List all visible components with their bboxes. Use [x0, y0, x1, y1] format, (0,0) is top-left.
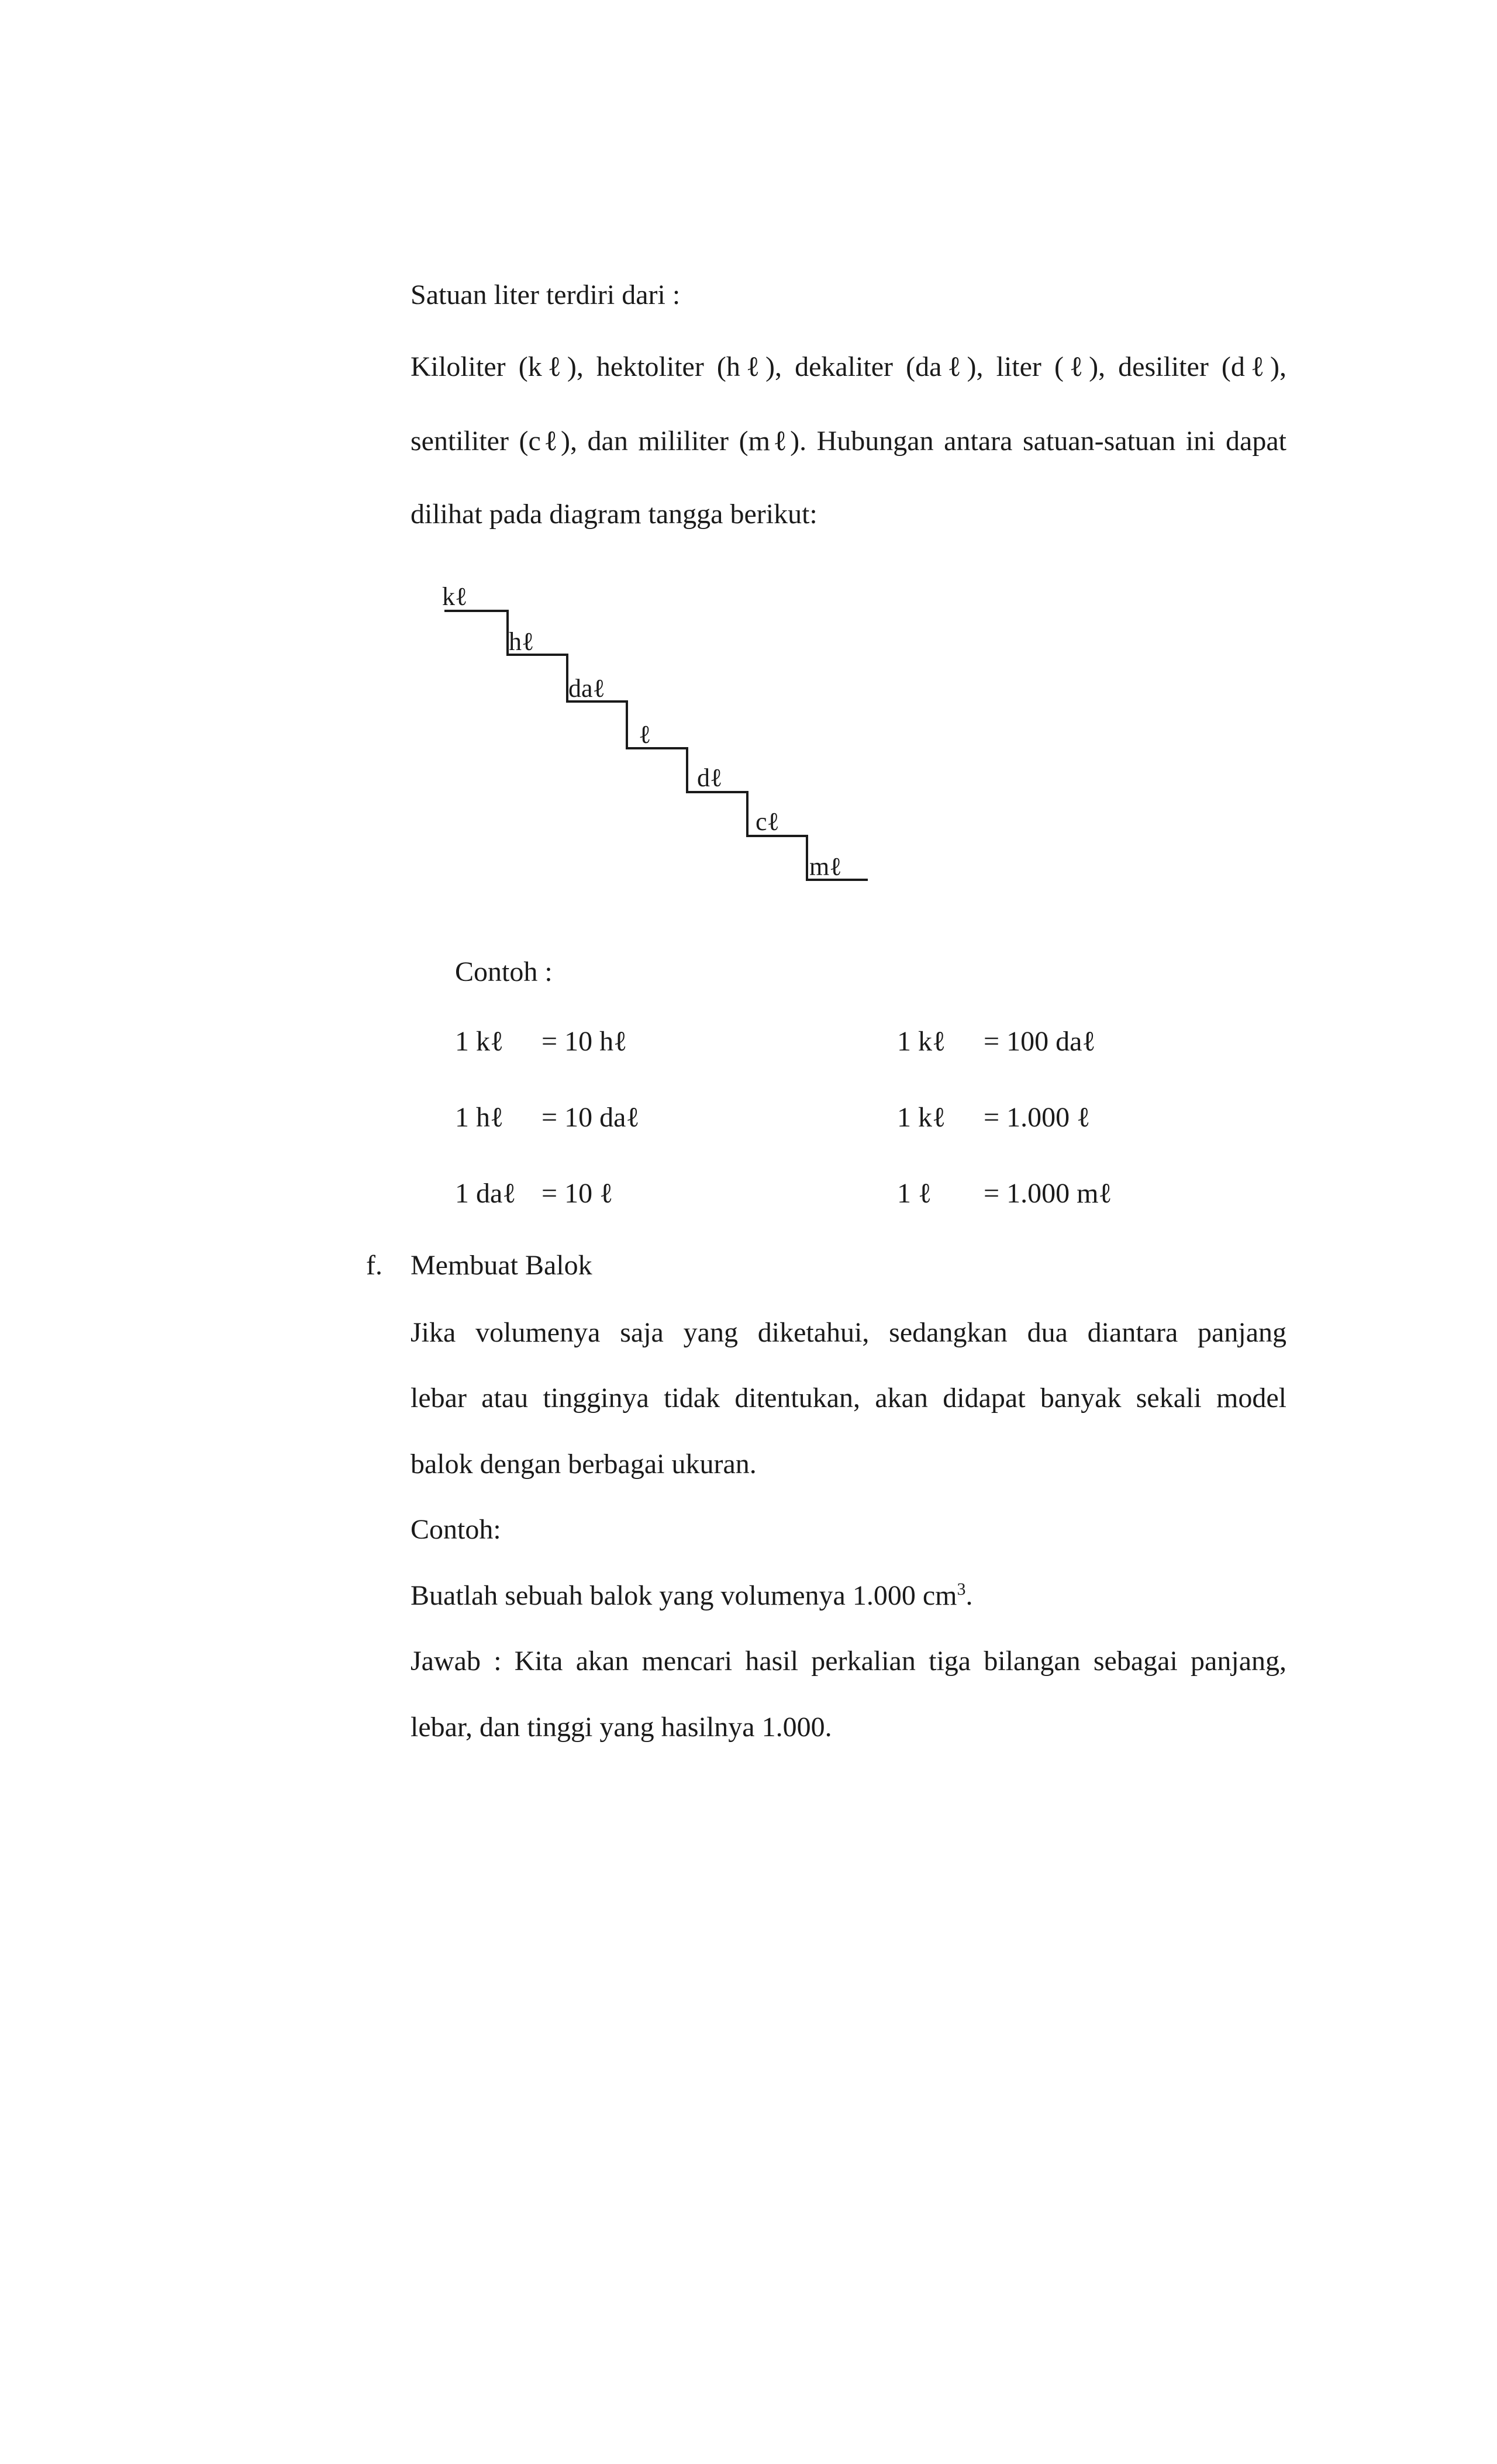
example-right-3-rhs: = 1.000 mℓ	[984, 1178, 1112, 1209]
example-right-1-rhs: = 100 daℓ	[984, 1026, 1096, 1057]
section-f-contoh: Contoh:	[411, 1514, 501, 1545]
step-label-kl: kℓ	[442, 582, 468, 611]
step-label-dl: dℓ	[697, 763, 723, 792]
intro-line-3: dilihat pada diagram tangga berikut:	[411, 499, 818, 530]
example-right-3-lhs: 1 ℓ	[897, 1178, 932, 1209]
example-right-2-rhs: = 1.000 ℓ	[984, 1102, 1091, 1133]
intro-line-1: Kiloliter (kℓ), hektoliter (hℓ), dekaliter (daℓ), liter (ℓ), desiliter (dℓ),	[411, 351, 1286, 382]
example-right-2-lhs: 1 kℓ	[897, 1102, 946, 1133]
example-left-2-lhs: 1 hℓ	[455, 1102, 503, 1133]
section-f-para-line-2: lebar atau tingginya tidak ditentukan, akan didapat banyak sekali model	[411, 1383, 1286, 1414]
section-f-para-line-3: balok dengan berbagai ukuran.	[411, 1449, 757, 1480]
examples-heading: Contoh :	[455, 956, 553, 987]
section-f-answer-line-2: lebar, dan tinggi yang hasilnya 1.000.	[411, 1712, 832, 1743]
section-f-title: Membuat Balok	[411, 1250, 592, 1281]
step-label-dal: daℓ	[568, 674, 605, 703]
section-f-answer-line-1: Jawab : Kita akan mencari hasil perkalian tiga bilangan sebagai panjang,	[411, 1646, 1286, 1677]
intro-heading: Satuan liter terdiri dari :	[411, 279, 681, 310]
example-left-3-rhs: = 10 ℓ	[541, 1178, 613, 1209]
example-left-1-rhs: = 10 hℓ	[541, 1026, 627, 1057]
step-label-ml: mℓ	[809, 852, 842, 881]
section-f-task	[411, 1578, 972, 1613]
example-left-1-lhs: 1 kℓ	[455, 1026, 503, 1057]
example-left-2-rhs: = 10 daℓ	[541, 1102, 640, 1133]
example-right-1-lhs: 1 kℓ	[897, 1026, 946, 1057]
intro-line-2: sentiliter (cℓ), dan mililiter (mℓ). Hubungan antara satuan-satuan ini dapat	[411, 426, 1286, 457]
step-label-l: ℓ	[639, 720, 651, 749]
section-f-task-end: .	[965, 1580, 973, 1611]
staircase-line	[444, 611, 868, 880]
step-label-hl: hℓ	[509, 627, 534, 656]
section-f-para-line-1: Jika volumenya saja yang diketahui, sedangkan dua diantara panjang	[411, 1317, 1286, 1348]
example-left-3-lhs: 1 daℓ	[455, 1178, 516, 1209]
section-f-marker: f.	[366, 1250, 382, 1281]
section-f-task-sup: 3	[957, 1580, 966, 1599]
section-f-task-text: Buatlah sebuah balok yang volumenya 1.000 cm	[411, 1580, 957, 1611]
step-label-cl: cℓ	[756, 807, 779, 836]
